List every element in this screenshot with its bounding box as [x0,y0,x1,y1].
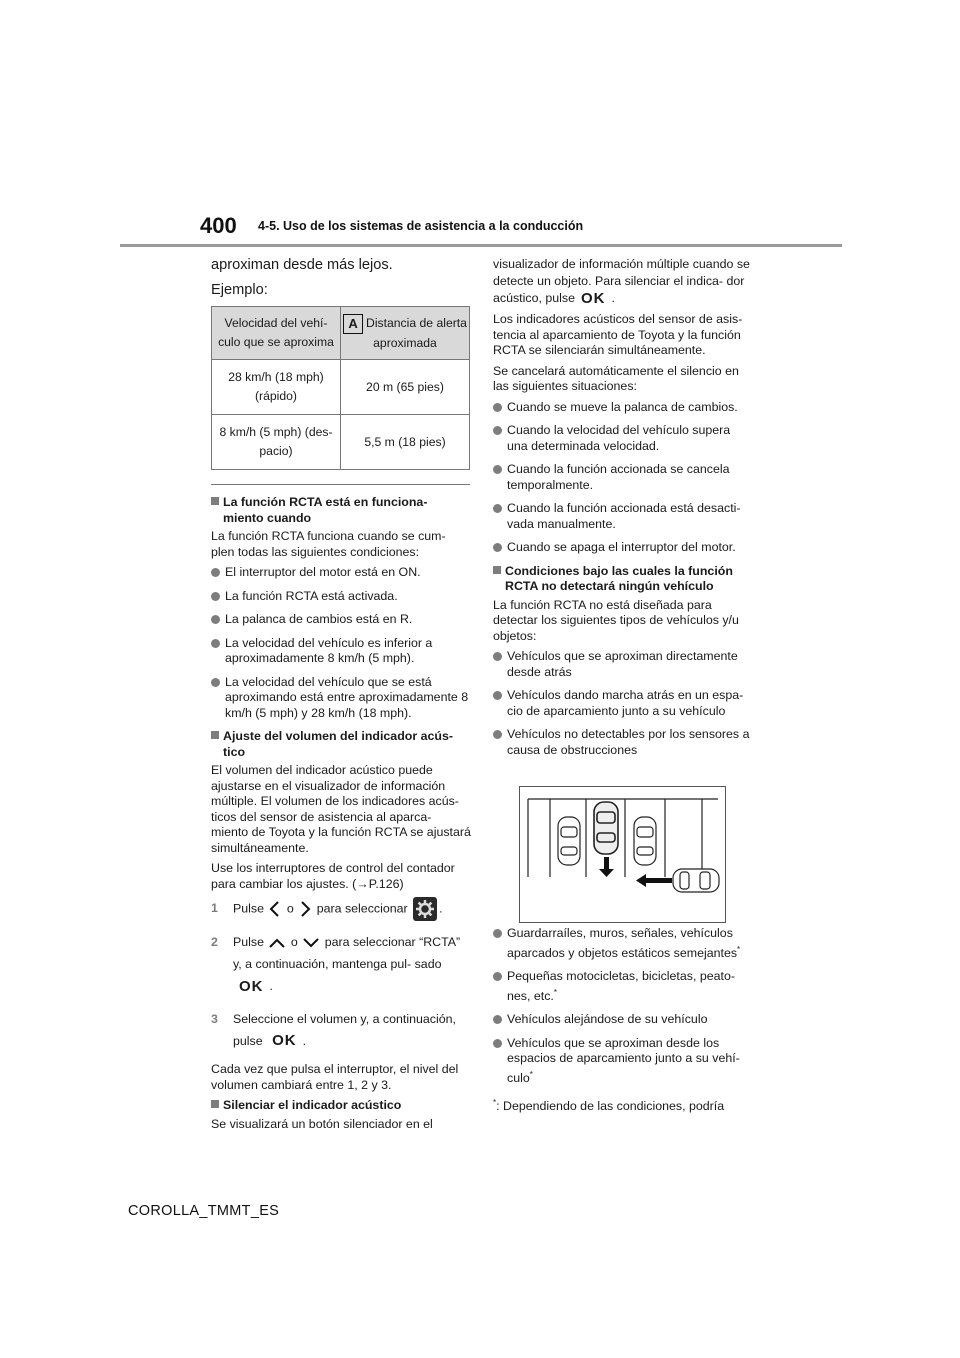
list-item: Cuando se mueve la palanca de cambios. [493,400,753,416]
left-column [211,256,471,1137]
paragraph: El volumen del indicador acústico puede ajustarse en el visualizador de información múltiple. El volumen de los indicadores acús- ticos del sensor de asistencia al aparca- miento de Toyota y la función RCTA se ajustará simultáneamente. [211,763,471,855]
example-label: Ejemplo: [211,282,268,298]
paragraph: La función RCTA funciona cuando se cum- plen todas las siguientes condiciones: [211,529,446,559]
table-cell-speed: 28 km/h (18 mph) (rápido) [212,360,341,415]
step-3: 3 Seleccione el volumen y, a continuación, pulse OK . [211,1008,471,1053]
chevron-up-icon [267,936,287,950]
intro-text: aproximan desde más lejos. [211,257,393,273]
settings-gear-icon [413,897,437,921]
table-header-distance-label: Distancia de alerta aproximada [366,315,467,350]
bullet-dot-icon [493,1015,502,1024]
list-item: Cuando la función accionada está desacti- vada manualmente. [493,501,753,532]
section-divider [211,484,470,485]
list-item: Vehículos que se aproximan directamente desde atrás [493,649,753,680]
page-number: 400 [200,213,237,238]
list-item: La velocidad del vehículo que se está aproximando está entre aproximadamente 8 km/h (5 mph) y 28 km/h (18 mph). [211,675,471,722]
subheading-rcta-operation: La función RCTA está en funciona- miento cuando [211,495,471,526]
step-1: 1 Pulse o para seleccionar . [211,897,471,921]
step-2: 2 Pulse o para seleccionar “RCTA” y, a continuación, mantenga pul- sado OK . [211,931,471,998]
subheading-volume: Ajuste del volumen del indicador acús- tico [211,729,471,760]
section-title: 4-5. Uso de los sistemas de asistencia a la conducción [258,219,584,233]
approach-arrow-icon [636,874,672,887]
ok-button-icon: OK [239,977,264,995]
distance-table [211,306,470,470]
parking-illustration [519,786,726,923]
paragraph: visualizador de información múltiple cuando se detecte un objeto. Para silenciar el indica- dor acústico, pulse OK . [493,257,750,308]
subheading-mute: Silenciar el indicador acústico [211,1098,471,1114]
bullet-dot-icon [493,691,502,700]
bullet-dot-icon [211,639,220,648]
list-item: Vehículos no detectables por los sensores a causa de obstrucciones [493,727,753,758]
list-item: Cuando la función accionada se cancela temporalmente. [493,462,753,493]
own-car [594,802,618,854]
bullet-dot-icon [493,730,502,739]
approaching-car [673,869,719,892]
bullet-dot-icon [493,1039,502,1048]
list-item: Vehículos dando marcha atrás en un espa- cio de aparcamiento junto a su vehículo [493,688,753,719]
chevron-right-icon [297,899,313,919]
document-code: COROLLA_TMMT_ES [128,1203,280,1219]
table-header-distance [341,307,470,360]
bullet-dot-icon [211,592,220,601]
list-item: Cuando la velocidad del vehículo supera una determinada velocidad. [493,423,753,454]
bullet-dot-icon [493,403,502,412]
footnote: *: Dependiendo de las condiciones, podría [493,1097,725,1113]
list-item: El interruptor del motor está en ON. [211,565,471,581]
ok-button-icon: OK [580,290,606,308]
ok-button-icon: OK [272,1032,297,1050]
list-item: La palanca de cambios está en R. [211,612,471,628]
header-rule [120,244,842,247]
paragraph: Cada vez que pulsa el interruptor, el nivel del volumen cambiará entre 1, 2 y 3. [211,1062,459,1092]
paragraph: Use los interruptores de control del contador para cambiar los ajustes. (→P.126) [211,861,455,891]
parked-car-left [558,817,580,865]
bullet-dot-icon [211,678,220,687]
square-bullet-icon [211,497,219,505]
chevron-down-icon [301,936,321,950]
parking-diagram [520,787,725,922]
marker-a-icon: A [343,314,363,334]
bullet-dot-icon [493,929,502,938]
paragraph: Se visualizará un botón silenciador en el [211,1116,433,1131]
list-item: La velocidad del vehículo es inferior a aproximadamente 8 km/h (5 mph). [211,636,471,667]
bullet-dot-icon [493,652,502,661]
square-bullet-icon [493,566,501,574]
square-bullet-icon [211,1100,219,1108]
paragraph: La función RCTA no está diseñada para detectar los siguientes tipos de vehículos y/u objetos: [493,597,739,643]
table-cell-speed: 8 km/h (5 mph) (des- pacio) [212,415,341,470]
list-item: La función RCTA está activada. [211,589,471,605]
bullet-dot-icon [493,543,502,552]
table-header-speed: Velocidad del vehí- culo que se aproxima [212,307,341,360]
list-item: Vehículos alejándose de su vehículo [493,1012,753,1028]
bullet-dot-icon [493,465,502,474]
bullet-dot-icon [493,972,502,981]
bullet-dot-icon [211,615,220,624]
right-column [493,256,753,1119]
paragraph: Los indicadores acústicos del sensor de asis- tencia al aparcamiento de Toyota y la función RCTA se silenciarán simultáneamente. [493,312,743,358]
list-item: Guardarraíles, muros, señales, vehículos aparcados y objetos estáticos semejantes* [493,926,753,961]
list-item: Pequeñas motocicletas, bicicletas, peato- nes, etc.* [493,969,753,1004]
chevron-left-icon [267,899,283,919]
reverse-arrow-icon [599,857,614,877]
list-item: Vehículos que se aproximan desde los espacios de aparcamiento junto a su vehí- culo* [493,1036,753,1087]
bullet-dot-icon [211,568,220,577]
square-bullet-icon [211,731,219,739]
list-item: Cuando se apaga el interruptor del motor. [493,540,753,556]
paragraph: Se cancelará automáticamente el silencio en las siguientes situaciones: [493,363,739,394]
bullet-dot-icon [493,426,502,435]
parked-car-right [634,817,656,865]
subheading-not-detected: Condiciones bajo las cuales la función RCTA no detectará ningún vehículo [493,564,753,595]
table-cell-distance: 20 m (65 pies) [341,360,470,415]
table-cell-distance: 5,5 m (18 pies) [341,415,470,470]
bullet-dot-icon [493,504,502,513]
